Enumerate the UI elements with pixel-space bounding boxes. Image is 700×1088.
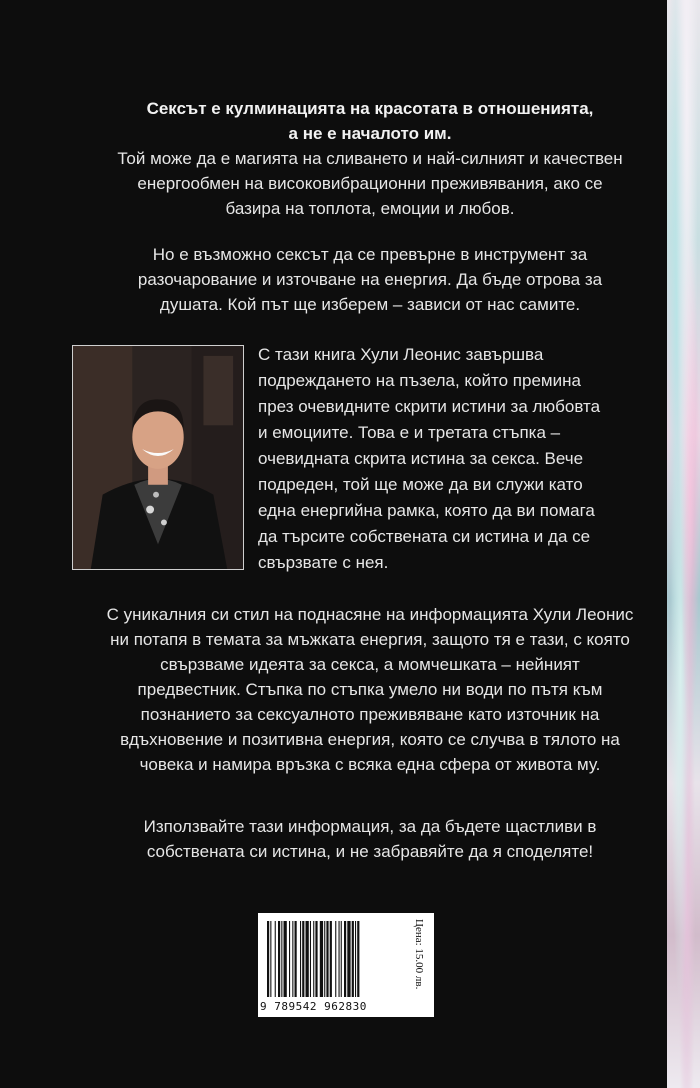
barcode-bar [306, 921, 309, 997]
barcode-bars [266, 921, 402, 997]
author-section-line: една енергийна рамка, която да ви помага [258, 501, 595, 520]
author-section-line: свързвате с нея. [258, 553, 389, 572]
barcode-bar [357, 921, 359, 997]
author-section-line: подреден, той ще може да ви служи като [258, 475, 583, 494]
headline-line: а не е началото им. [288, 124, 452, 143]
barcode-bar [302, 921, 304, 997]
headline-line: Сексът е кулминацията на красотата в отношенията, [146, 99, 594, 118]
paragraph-line: предвестник. Стъпка по стъпка умело ни води по пътя към [137, 680, 603, 699]
price-label: Цена: 15.00 лв. [413, 919, 425, 990]
barcode-bar [281, 921, 282, 997]
paragraph-line: човека и намира връзка с всяка една сфера от живота му. [139, 755, 601, 774]
barcode-bar [335, 921, 336, 997]
barcode-bar [310, 921, 311, 997]
paragraph-line: ни потапя в темата за мъжката енергия, защото тя е тази, с която [110, 630, 630, 649]
barcode-bar [295, 921, 297, 997]
paragraph-two [72, 242, 668, 317]
barcode-bar [355, 921, 356, 997]
barcode-bar [347, 921, 350, 997]
barcode-bar [313, 921, 314, 997]
barcode-bar [324, 921, 325, 997]
author-portrait-illustration [73, 346, 243, 569]
barcode-bar [344, 921, 346, 997]
author-section-line: през очевидните скрити истини за любовта [258, 397, 601, 416]
barcode-bar [320, 921, 323, 997]
barcode-bar [270, 921, 271, 997]
paragraph-line: вдъхновение и позитивна енергия, която се случва в тялото на [120, 730, 620, 749]
barcode-bar [284, 921, 287, 997]
author-photo [72, 345, 244, 570]
author-section-line: подреждането на пъзела, който премина [258, 371, 581, 390]
barcode-bar [326, 921, 328, 997]
holographic-spine-edge [667, 0, 700, 1088]
paragraph-line: душата. Кой път ще изберем – зависи от нас самите. [159, 295, 581, 314]
intro-line: базира на топлота, емоции и любов. [225, 199, 515, 218]
barcode-bar [275, 921, 276, 997]
paragraph-line: С уникалния си стил на поднасяне на информацията Хули Леонис [106, 605, 634, 624]
barcode-bar [315, 921, 317, 997]
barcode-bar [267, 921, 269, 997]
author-section-line: очевидната скрита истина за секса. Вече [258, 449, 584, 468]
intro-line: енергообмен на високовибрационни преживявания, ако се [137, 174, 603, 193]
closing-line: Използвайте тази информация, за да бъдете щастливи в [143, 817, 597, 836]
barcode-bar [289, 921, 290, 997]
paragraph-four [72, 602, 668, 777]
paragraph-line: разочарование и източване на енергия. Да бъде отрова за [137, 270, 603, 289]
barcode-bar [300, 921, 301, 997]
barcode-box [258, 913, 434, 1017]
paragraph-line: Но е възможно сексът да се превърне в инструмент за [152, 245, 588, 264]
author-section-text [258, 342, 668, 576]
closing-paragraph [72, 814, 668, 864]
barcode-bar [341, 921, 342, 997]
closing-line: собствената си истина, и не забравяйте да я споделяте! [146, 842, 594, 861]
barcode-bar [278, 921, 280, 997]
paragraph-line: свързваме идеята за секса, а момчешката – нейният [160, 655, 580, 674]
barcode-bar [339, 921, 340, 997]
barcode-bar [352, 921, 354, 997]
intro-line: Той може да е магията на сливането и най-силният и качествен [117, 149, 623, 168]
barcode-bar [330, 921, 332, 997]
paragraph-line: познанието за сексуалното преживяване като източник на [140, 705, 600, 724]
barcode-bar [292, 921, 293, 997]
author-section-line: С тази книга Хули Леонис завършва [258, 345, 544, 364]
barcode-number: 9 789542 962830 [260, 1000, 367, 1013]
author-section-line: да търсите собствената си истина и да се [258, 527, 591, 546]
author-section-line: и емоциите. Това е и третата стъпка – [258, 423, 561, 442]
intro-paragraph [72, 96, 668, 221]
